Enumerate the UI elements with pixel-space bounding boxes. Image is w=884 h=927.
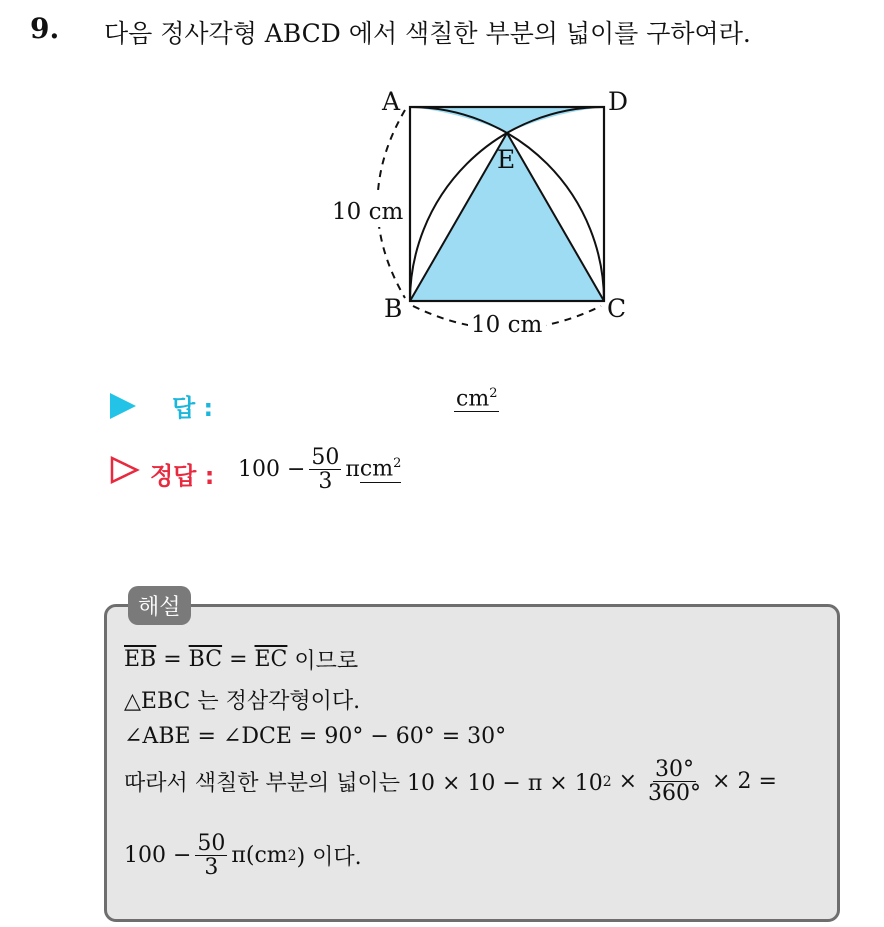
label-e: E	[497, 145, 516, 174]
explanation-line-5: 100 − $\frac{50}{3}$ π(cm 2 ) 이다.	[124, 831, 362, 881]
side-label-left: 10 cm	[332, 199, 404, 225]
side-label-bottom: 10 cm	[471, 312, 543, 338]
square-figure	[320, 80, 660, 340]
arrow-outline-icon	[110, 456, 140, 484]
correct-expression: 100 − $\frac{50}{3}$ π $cm^2$	[238, 445, 402, 495]
explanation-line-3: ∠ABE = ∠DCE = 90° − 60° = 30°	[124, 724, 507, 749]
shaded-top-region	[410, 107, 604, 133]
answer-unit: $cm^2$	[456, 386, 498, 412]
explanation-line-2: △EBC 는 정삼각형이다.	[124, 689, 361, 714]
label-c: C	[607, 294, 627, 323]
explanation-tag: 해설	[128, 586, 191, 625]
correct-label: 정답 :	[150, 462, 215, 490]
question-number: 9.	[30, 12, 60, 45]
label-b: B	[384, 294, 403, 323]
explanation-line-4: 따라서 색칠한 부분의 넓이는 10 × 10 − π × 10 2 × $\frac{30^\circ}{360^\circ}$ × 2 =	[124, 757, 777, 807]
explanation-line-1: $\overline{EB}$ = $\overline{BC}$ = $\overline{EC}$ 이므로	[124, 647, 359, 674]
answer-label: 답 :	[172, 394, 214, 422]
label-d: D	[608, 87, 629, 116]
question-text: 다음 정사각형 ABCD 에서 색칠한 부분의 넓이를 구하여라.	[104, 19, 751, 48]
arrow-right-icon	[110, 393, 136, 419]
label-a: A	[382, 87, 401, 116]
